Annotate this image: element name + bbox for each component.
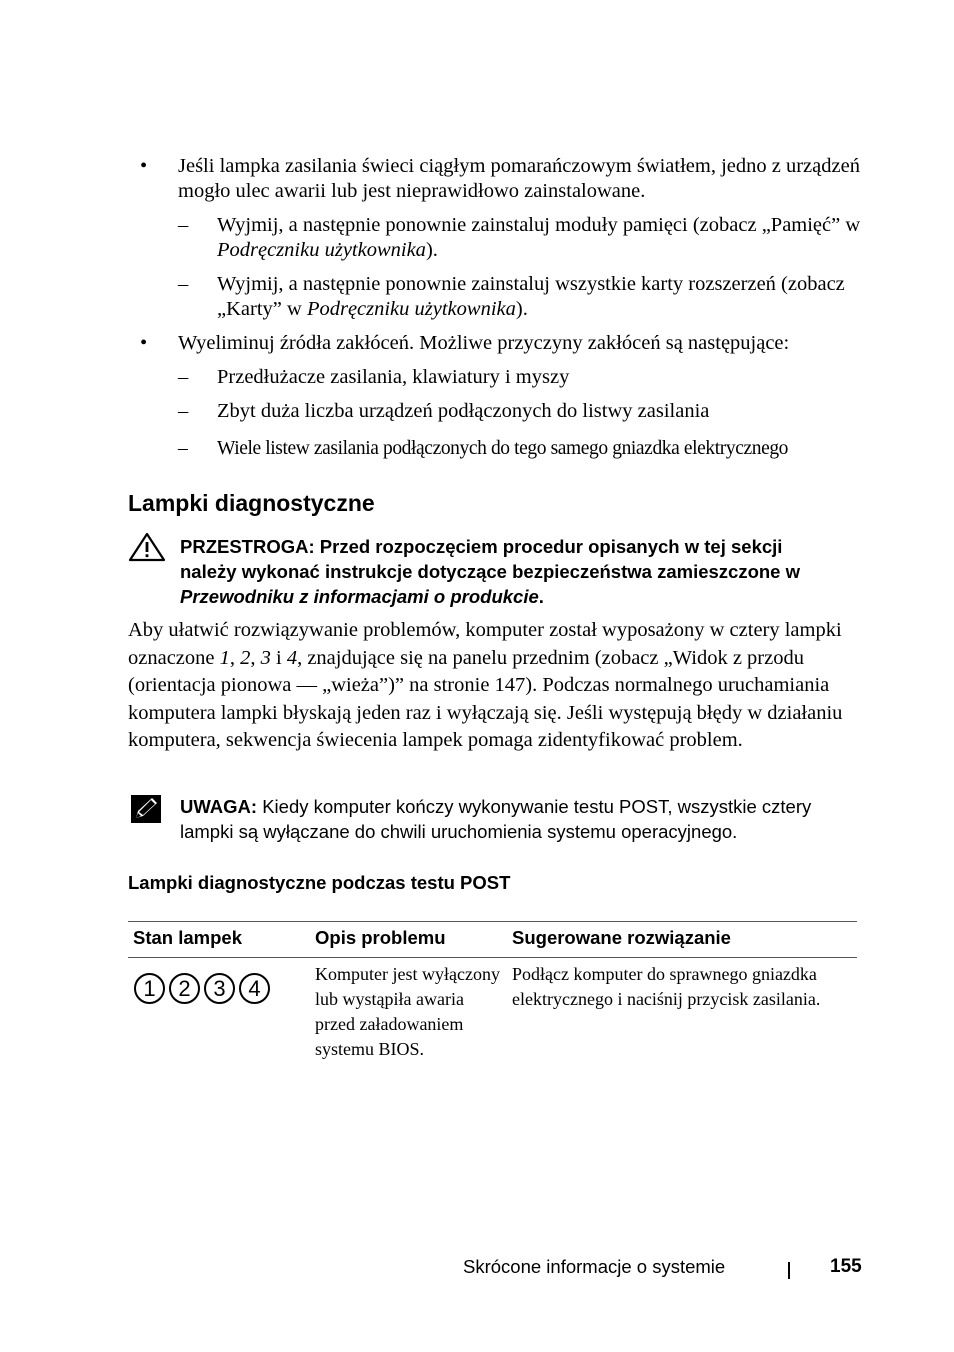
list-item-text: Wyeliminuj źródła zakłóceń. Możliwe przyczyny zakłóceń są następujące: bbox=[178, 332, 790, 354]
caution-body-end: . bbox=[538, 586, 544, 607]
list-subitem bbox=[128, 436, 868, 461]
light-state-indicators bbox=[134, 973, 274, 1004]
subitem-text: Zbyt duża liczba urządzeń podłączonych do listwy zasilania bbox=[217, 400, 710, 422]
footer-separator bbox=[788, 1262, 790, 1279]
subitem-text: Wyjmij, a następnie ponownie zainstaluj moduły pamięci (zobacz „Pamięć” w bbox=[217, 214, 861, 236]
note-pencil-icon bbox=[130, 794, 162, 824]
list-subitem bbox=[128, 399, 868, 424]
light-number: 3 bbox=[260, 646, 271, 669]
list-item bbox=[128, 154, 868, 204]
bullet-list bbox=[128, 154, 868, 470]
separator: , bbox=[229, 646, 241, 669]
table-header-cell: Sugerowane rozwiązanie bbox=[512, 927, 731, 948]
caution-body: Przed rozpoczęciem procedur opisanych w tej sekcji należy wykonać instrukcje dotyczące bezpieczeństwa zamieszczone w bbox=[180, 536, 800, 582]
suggested-solution-cell: Podłącz komputer do sprawnego gniazdka elektrycznego i naciśnij przycisk zasilania. bbox=[512, 964, 821, 1009]
light-number: 2 bbox=[240, 646, 251, 669]
page-number: 155 bbox=[830, 1256, 862, 1277]
note-text bbox=[180, 794, 860, 844]
diagnostic-light-1: 1 bbox=[134, 973, 165, 1004]
guide-title: Przewodniku z informacjami o produkcie bbox=[180, 586, 539, 607]
bullet-mark: • bbox=[140, 332, 148, 354]
table-caption: Lampki diagnostyczne podczas testu POST bbox=[128, 872, 511, 893]
table-top-rule bbox=[128, 921, 857, 922]
manual-title: Podręczniku użytkownika bbox=[217, 239, 426, 261]
subitem-text-end: ). bbox=[515, 298, 528, 320]
list-subitem bbox=[128, 365, 868, 390]
paragraph-text: Aby ułatwić rozwiązywanie problemów, komputer został wyposażony w cztery lampki oznaczone bbox=[128, 619, 842, 669]
list-item bbox=[128, 331, 868, 356]
table-header-rule bbox=[128, 957, 857, 958]
note-label: UWAGA: bbox=[180, 796, 258, 817]
footer-section-title: Skrócone informacje o systemie bbox=[463, 1256, 726, 1277]
paragraph-text: , znajdujące się na panelu przednim (zobacz „Widok z przodu (orientacja pionowa — „wieża”)” na stronie 147). Podczas normalnego uruchamiania komputera lampki błyskają jeden raz i wyłączają się. Jeśli występują błędy w działaniu komputera, sekwencja świecenia lampek pomaga zidentyfikować problem. bbox=[128, 646, 843, 751]
dash-mark: – bbox=[178, 400, 189, 422]
problem-description-cell: Komputer jest wyłączony lub wystąpiła awaria przed załadowaniem systemu BIOS. bbox=[315, 964, 500, 1059]
subitem-text: Przedłużacze zasilania, klawiatury i myszy bbox=[217, 366, 570, 388]
diagnostic-light-3: 3 bbox=[204, 973, 235, 1004]
warning-triangle-icon bbox=[128, 532, 166, 562]
body-paragraph bbox=[128, 617, 858, 755]
list-item-text: Jeśli lampka zasilania świeci ciągłym pomarańczowym światłem, jedno z urządzeń mogło ulec awarii lub jest nieprawidłowo zainstalowane. bbox=[178, 155, 860, 202]
table-header-cell: Opis problemu bbox=[315, 927, 446, 948]
manual-title: Podręczniku użytkownika bbox=[306, 298, 516, 320]
list-subitem bbox=[128, 272, 868, 322]
subitem-text-end: ). bbox=[425, 239, 438, 261]
dash-mark: – bbox=[178, 438, 188, 459]
list-subitem bbox=[128, 213, 868, 263]
bullet-mark: • bbox=[140, 155, 148, 177]
subitem-text: Wiele listew zasilania podłączonych do tego samego gniazdka elektrycznego bbox=[217, 438, 789, 459]
separator: i bbox=[270, 646, 287, 669]
dash-mark: – bbox=[178, 214, 189, 236]
dash-mark: – bbox=[178, 273, 189, 295]
dash-mark: – bbox=[178, 366, 189, 388]
light-number: 1 bbox=[219, 646, 230, 669]
caution-text bbox=[180, 534, 840, 609]
section-heading: Lampki diagnostyczne bbox=[128, 490, 375, 516]
diagnostic-light-4: 4 bbox=[239, 973, 270, 1004]
light-number: 4 bbox=[286, 646, 298, 669]
caution-label: PRZESTROGA: bbox=[180, 536, 315, 557]
diagnostic-light-2: 2 bbox=[169, 973, 200, 1004]
separator: , bbox=[250, 646, 261, 669]
table-header-cell: Stan lampek bbox=[133, 927, 242, 948]
subitem-text: Wyjmij, a następnie ponownie zainstaluj wszystkie karty rozszerzeń (zobacz „Karty” w bbox=[217, 273, 845, 320]
note-body: Kiedy komputer kończy wykonywanie testu POST, wszystkie cztery lampki są wyłączane do chwili uruchomienia systemu operacyjnego. bbox=[180, 796, 812, 842]
